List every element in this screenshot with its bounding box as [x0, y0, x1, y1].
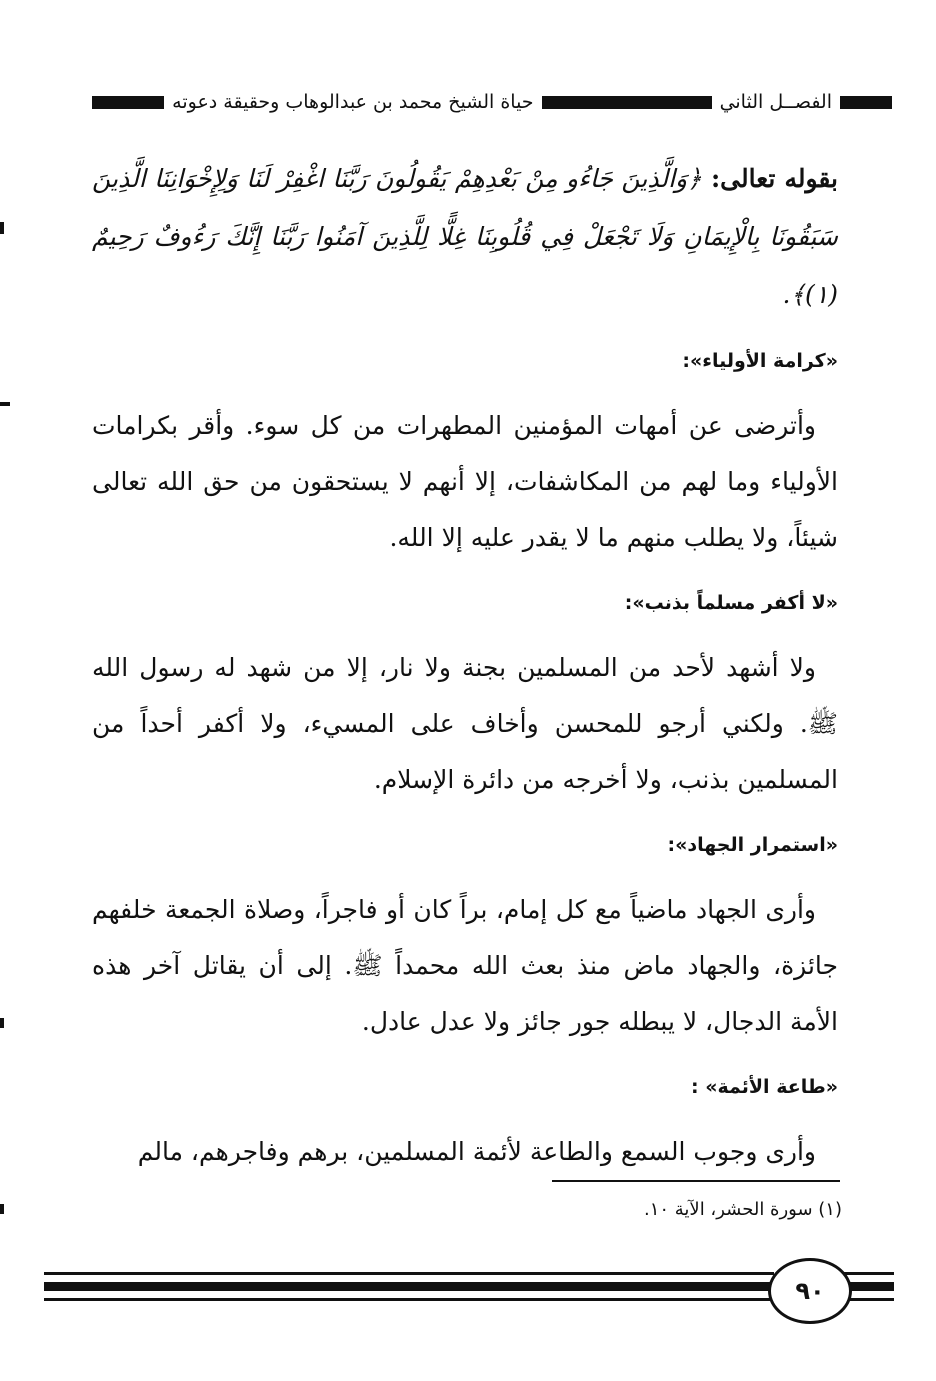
header-rule [542, 96, 712, 109]
main-text [92, 150, 838, 1180]
section-paragraph: وأرى الجهاد ماضياً مع كل إمام، براً كان أو فاجراً، وصلاة الجمعة خلفهم جائزة، والجهاد ماض منذ بعث الله محمداً ﷺ. إلى أن يقاتل آخر هذه الأمة الدجال، لا يبطله جور جائز ولا عدل عادل. [92, 895, 838, 1036]
chapter-label: الفصــل الثاني [719, 91, 832, 113]
section-paragraph: ولا أشهد لأحد من المسلمين بجنة ولا نار، إلا من شهد له رسول الله ﷺ. ولكني أرجو للمحسن وأخاف على المسيء، ولا أكفر أحداً من المسلمين بذنب، ولا أخرجه من دائرة الإسلام. [92, 653, 838, 794]
section-paragraph: وأترضى عن أمهات المؤمنين المطهرات من كل سوء. وأقر بكرامات الأولياء وما لهم من المكاشفات، إلا أنهم لا يستحقون من حق الله تعالى شيئاً، ولا يطلب منهم ما لا يقدر عليه إلا الله. [92, 411, 838, 552]
footer-rule [44, 1272, 774, 1275]
quran-verse: ﴿وَالَّذِينَ جَاءُو مِنْ بَعْدِهِمْ يَقُولُونَ رَبَّنَا اغْفِرْ لَنَا وَلِإِخْوَانِنَا الَّذِينَ سَبَقُونَا بِالْإِيمَانِ وَلَا تَجْعَلْ فِي قُلُوبِنَا غِلًّا لِلَّذِينَ آمَنُوا رَبَّنَا إِنَّكَ رَءُوفٌ رَحِيمٌ (١)﴾. [92, 164, 838, 309]
section-title: «كرامة الأولياء»: [682, 350, 838, 372]
running-header [36, 88, 892, 116]
footnote-rule [552, 1180, 840, 1182]
quran-verse-paragraph [92, 150, 838, 324]
header-rule [840, 96, 892, 109]
scan-mark [0, 402, 10, 406]
section-title: «لا أكفر مسلماً بذنب»: [624, 592, 838, 614]
verse-intro: بقوله تعالى: [710, 164, 838, 193]
section-title: «استمرار الجهاد»: [667, 834, 838, 856]
scan-mark [0, 1204, 4, 1214]
header-rule [92, 96, 164, 109]
book-title: حياة الشيخ محمد بن عبدالوهاب وحقيقة دعوته [172, 91, 534, 113]
section-paragraph: وأرى وجوب السمع والطاعة لأئمة المسلمين، برهم وفاجرهم، مالم [137, 1137, 816, 1166]
footer-rule [44, 1298, 774, 1301]
footer-rule [44, 1282, 774, 1291]
footnote: (١) سورة الحشر، الآية ١٠. [643, 1199, 842, 1220]
section-title: «طاعة الأئمة» : [691, 1076, 838, 1098]
footer-rule [842, 1272, 894, 1275]
scan-mark [0, 222, 4, 234]
scan-mark [0, 1018, 4, 1028]
page-number: ٩٠ [768, 1258, 852, 1324]
